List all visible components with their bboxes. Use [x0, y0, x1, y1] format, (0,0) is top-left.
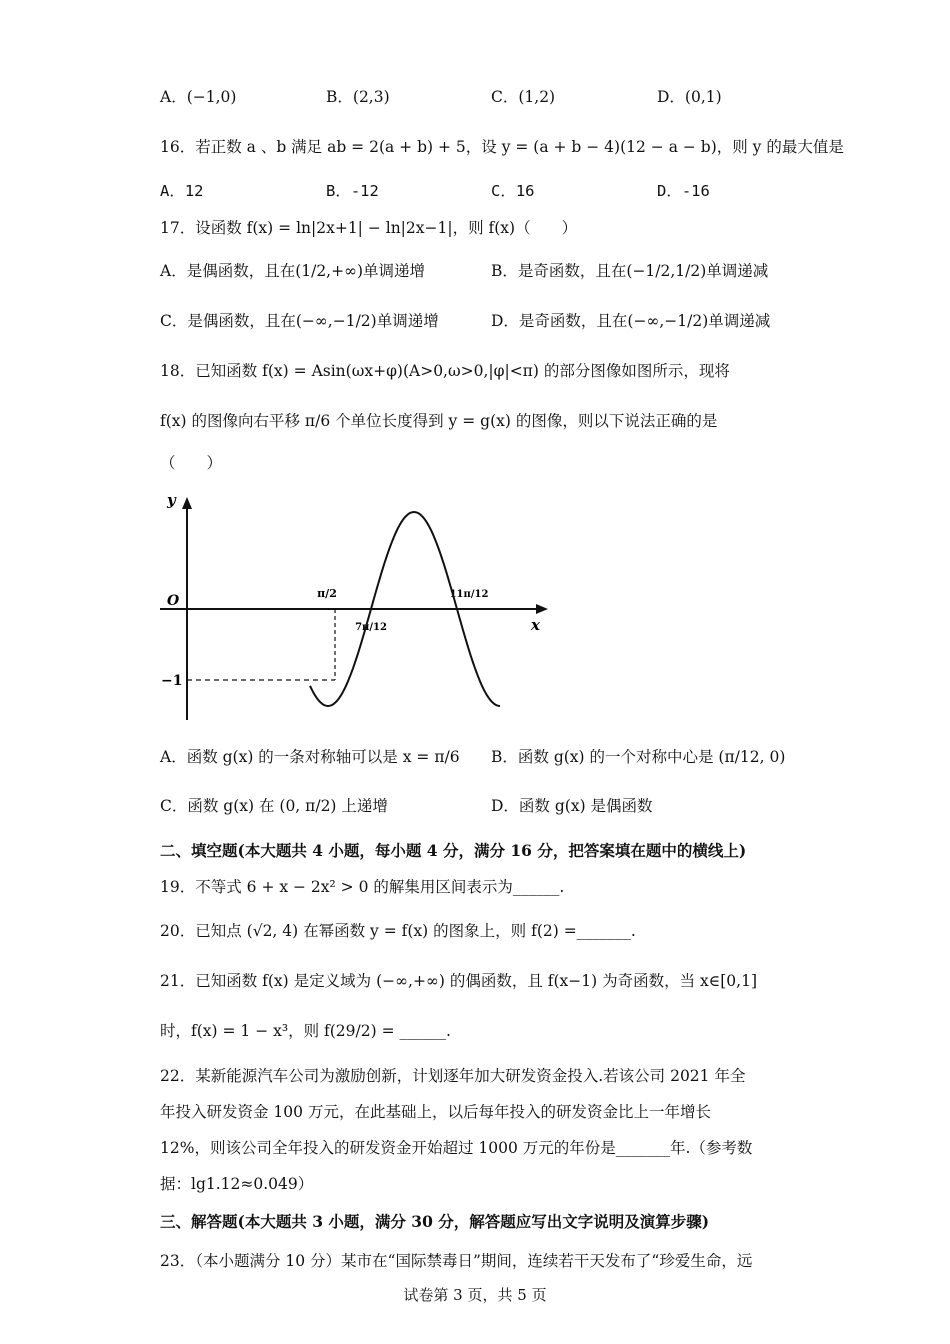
- q21-line2: 时，f(x) = 1 − x³，则 f(29/2) = ______.: [160, 1022, 451, 1040]
- page-footer: 试卷第 3 页，共 5 页: [403, 1286, 547, 1304]
- q16-option-d: D．-16: [657, 182, 710, 200]
- q22-line2: 年投入研发资金 100 万元，在此基础上，以后每年投入的研发资金比上一年增长: [160, 1103, 711, 1121]
- q22-line4: 据：lg1.12≈0.049）: [160, 1175, 314, 1193]
- q18-option-b: B．函数 g(x) 的一个对称中心是 (π/12, 0): [491, 748, 786, 766]
- q17-option-b: B．是奇函数，且在(−1/2,1/2)单调递减: [491, 262, 769, 280]
- origin-label: O: [167, 593, 180, 609]
- q15-option-b: B．(2,3): [326, 88, 390, 106]
- q15-option-c: C．(1,2): [491, 88, 556, 106]
- y-axis-label: y: [167, 491, 176, 509]
- q17-option-d: D．是奇函数，且在(−∞,−1/2)单调递减: [491, 312, 771, 330]
- tick-label-pi-over-2: π/2: [317, 587, 337, 600]
- sine-graph: [155, 485, 555, 730]
- q18-option-a: A．函数 g(x) 的一条对称轴可以是 x = π/6: [160, 748, 460, 766]
- q18-stem-line3: （ ）: [160, 454, 223, 472]
- x-axis-arrow: [536, 604, 548, 614]
- q18-option-c: C．函数 g(x) 在 (0, π/2) 上递增: [160, 797, 388, 815]
- q21-line1: 21．已知函数 f(x) 是定义域为 (−∞,+∞) 的偶函数，且 f(x−1) 为奇函数，当 x∈[0,1]: [160, 972, 757, 990]
- q18-stem-line1: 18．已知函数 f(x) = Asin(ωx+φ)(A>0,ω>0,|φ|<π) 的部分图像如图所示，现将: [160, 362, 730, 380]
- q18-stem-line2: f(x) 的图像向右平移 π/6 个单位长度得到 y = g(x) 的图像，则以下说法正确的是: [160, 412, 718, 430]
- tick-label-11pi-over-12: 11π/12: [449, 589, 489, 600]
- section3-title: 三、解答题(本大题共 3 小题，满分 30 分，解答题应写出文字说明及演算步骤): [160, 1212, 710, 1231]
- q15-option-a: A．(−1,0): [160, 88, 237, 106]
- minus-one-label: −1: [161, 673, 183, 689]
- q18-option-d: D．函数 g(x) 是偶函数: [491, 797, 653, 815]
- q20-text: 20．已知点 (√2, 4) 在幂函数 y = f(x) 的图象上，则 f(2) =_______.: [160, 922, 636, 940]
- q17-stem: 17．设函数 f(x) = ln|2x+1| − ln|2x−1|，则 f(x)（ ）: [160, 219, 578, 237]
- x-axis-label: x: [531, 616, 540, 634]
- tick-label-7pi-over-12: 7π/12: [355, 622, 387, 633]
- q17-option-a: A．是偶函数，且在(1/2,+∞)单调递增: [160, 262, 426, 280]
- q16-option-a: A．12: [160, 182, 204, 200]
- q15-option-d: D．(0,1): [657, 88, 722, 106]
- q19-text: 19．不等式 6 + x − 2x² > 0 的解集用区间表示为______.: [160, 878, 565, 896]
- q16-option-b: B．-12: [326, 182, 379, 200]
- y-axis-arrow: [182, 497, 192, 509]
- q17-option-c: C．是偶函数，且在(−∞,−1/2)单调递增: [160, 312, 439, 330]
- section2-title: 二、填空题(本大题共 4 小题，每小题 4 分，满分 16 分，把答案填在题中的横线上): [160, 841, 747, 860]
- q16-option-c: C．16: [491, 182, 535, 200]
- q22-line1: 22．某新能源汽车公司为激励创新，计划逐年加大研发资金投入.若该公司 2021 年全: [160, 1067, 746, 1085]
- q23-line1: 23．（本小题满分 10 分）某市在“国际禁毒日”期间，连续若干天发布了“珍爱生命，远: [160, 1252, 753, 1270]
- q22-line3: 12%，则该公司全年投入的研发资金开始超过 1000 万元的年份是_______年.（参考数: [160, 1139, 753, 1157]
- q16-stem: 16．若正数 a 、b 满足 ab = 2(a + b) + 5，设 y = (a + b − 4)(12 − a − b)，则 y 的最大值是: [160, 138, 844, 156]
